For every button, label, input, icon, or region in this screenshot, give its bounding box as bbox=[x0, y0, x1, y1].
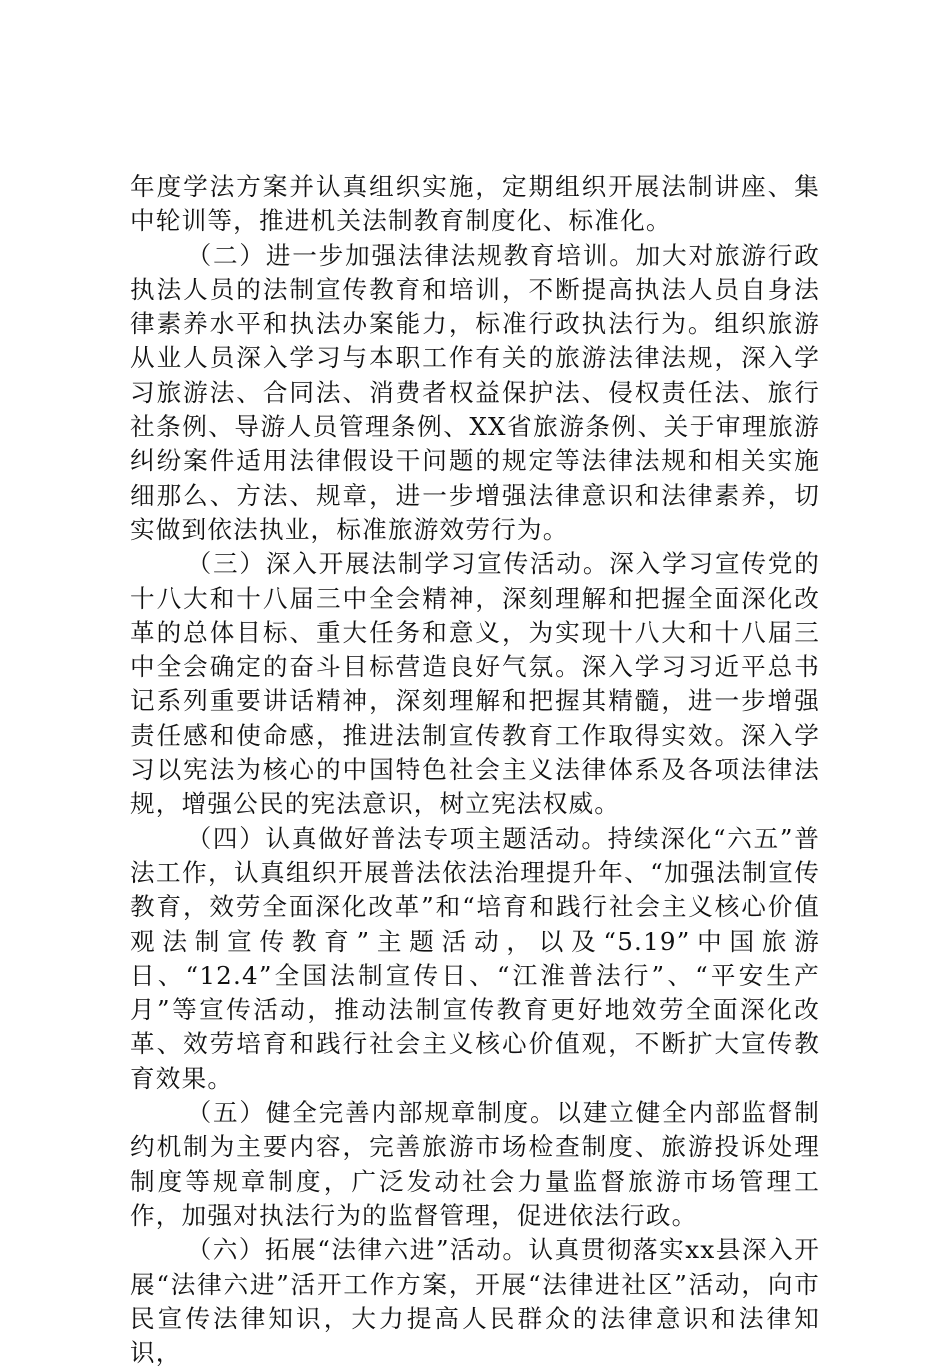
paragraph-section-2: （二）进一步加强法律法规教育培训。加大对旅游行政执法人员的法制宣传教育和培训，不断提高执法人员自身法律素养水平和执法办案能力，标准行政执法行为。组织旅游从业人员深入学习与本职工作有关的旅游法律法规，深入学习旅游法、合同法、消费者权益保护法、侵权责任法、旅行社条例、导游人员管理条例、XX省旅游条例、关于审理旅游纠纷案件适用法律假设干问题的规定等法律法规和相关实施细那么、方法、规章，进一步增强法律意识和法律素养，切实做到依法执业，标准旅游效劳行为。 bbox=[130, 240, 820, 544]
paragraph-section-3: （三）深入开展法制学习宣传活动。深入学习宣传党的十八大和十八届三中全会精神，深刻理解和把握全面深化改革的总体目标、重大任务和意义，为实现十八大和十八届三中全会确定的奋斗目标营造良好气氛。深入学习习近平总书记系列重要讲话精神，深刻理解和把握其精髓，进一步增强责任感和使命感，推进法制宣传教育工作取得实效。深入学习以宪法为核心的中国特色社会主义法律体系及各项法律法规，增强公民的宪法意识，树立宪法权威。 bbox=[130, 549, 820, 819]
paragraph-section-6: （六）拓展“法律六进”活动。认真贯彻落实xx县深入开展“法律六进”活开工作方案，开展“法律进社区”活动，向市民宣传法律知识，大力提高人民群众的法律意识和法律知识， bbox=[130, 1235, 820, 1368]
paragraph-section-5: （五）健全完善内部规章制度。以建立健全内部监督制约机制为主要内容，完善旅游市场检查制度、旅游投诉处理制度等规章制度，广泛发动社会力量监督旅游市场管理工作，加强对执法行为的监督管理，促进依法行政。 bbox=[130, 1098, 820, 1230]
paragraph-continuation: 年度学法方案并认真组织实施，定期组织开展法制讲座、集中轮训等，推进机关法制教育制度化、标准化。 bbox=[130, 172, 820, 236]
document-body bbox=[130, 170, 820, 1370]
paragraph-section-4: （四）认真做好普法专项主题活动。持续深化“六五”普法工作，认真组织开展普法依法治理提升年、“加强法制宣传教育，效劳全面深化改革”和“培育和践行社会主义核心价值观法制宣传教育”主题活动，以及“5.19”中国旅游日、“12.4”全国法制宣传日、“江淮普法行”、“平安生产月”等宣传活动，推动法制宣传教育更好地效劳全面深化改革、效劳培育和践行社会主义核心价值观，不断扩大宣传教育效果。 bbox=[130, 823, 820, 1093]
